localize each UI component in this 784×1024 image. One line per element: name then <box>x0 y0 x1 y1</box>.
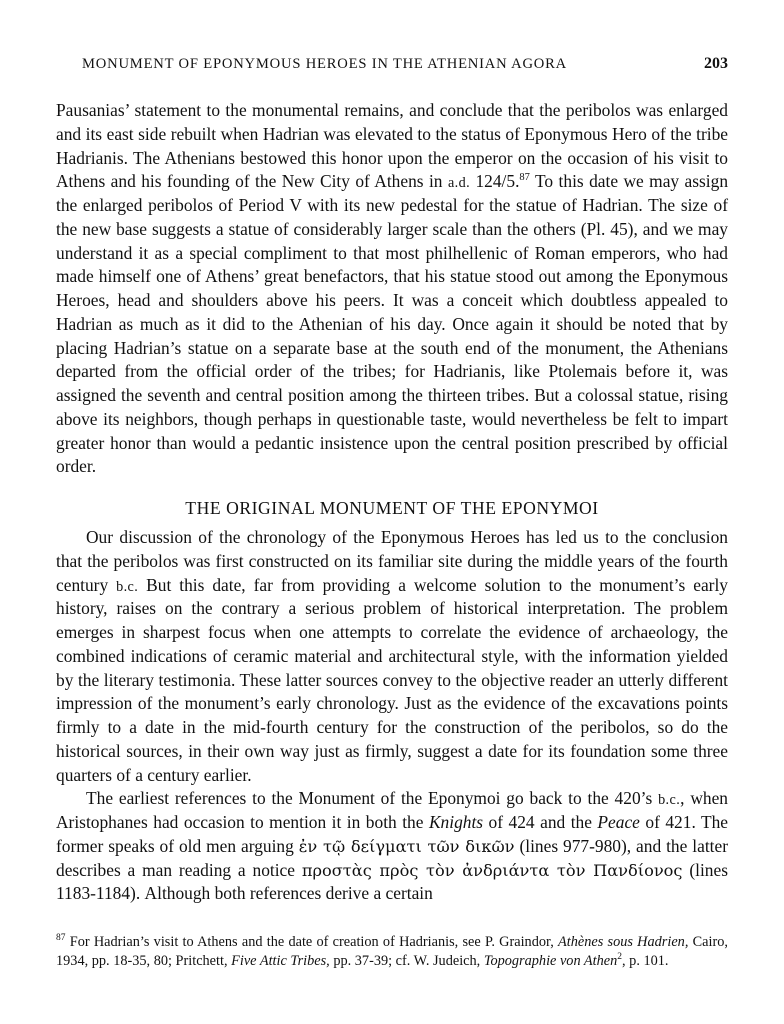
p2-smallcaps-bc: b.c. <box>116 578 139 595</box>
p3-greek-quote-1: ἐν τῷ δείγματι τῶν δικῶν <box>298 836 515 856</box>
p1-smallcaps-ad: a.d. <box>447 175 471 192</box>
footnote-reference-87: 87 <box>519 172 530 184</box>
p3-smallcaps-bc: b.c. <box>658 792 681 809</box>
p2-part-2: But this date, far from providing a welcome solution to the monument’s early history, raises on the contrary a serious problem of historical interpretation. The problem emerges in sharpest focus when one attempts to correlate the evidence of archaeology, the combined indications of ceramic material and architectural style, with the information yielded by the literary testimonia. These latter sources convey to the objective reader an utterly different impression of the monument’s early chronology. Just as the evidence of the excavations points firmly to a date in the mid-fourth century for the construction of the peribolos, so do the historical sources, in their own way just as firmly, suggest a date for its foundation some three quarters of a century earlier. <box>56 574 728 785</box>
p3-greek-quote-2: προστὰς πρὸς τὸν ἀνδριάντα τὸν Πανδίονος <box>301 860 683 880</box>
p3-part-4: of 421. The former speaks of old men arguing <box>56 812 728 856</box>
paragraph-3 <box>56 787 728 906</box>
p3-part-1: The earliest references to the Monument of the Eponymoi go back to the 420’s <box>86 788 659 809</box>
p3-italic-peace: Peace <box>597 812 640 832</box>
footnote-87 <box>56 933 728 971</box>
p3-part-3: of 424 and the <box>483 812 598 832</box>
footnote-part-4: , p. 101. <box>622 953 669 969</box>
paragraph-2 <box>56 526 728 787</box>
p3-part-5: (lines 977-980), and the latter describes a man reading a notice <box>56 835 728 880</box>
p1-part-3: To this date we may assign the enlarged peribolos of Period V with its new pedestal for the statue of Hadrian. The size of the new base suggests a statue of considerably larger scale than the others (Pl. 45), and we may understand it as a special compliment to that most philhellenic of Roman emperors, who had made himself one of Athens’ great benefactors, that his statue stood out among the Eponymous Heroes, head and shoulders above his peers. It was a conceit which doubtless appealed to Hadrian as much as it did to the Athenian of his day. Once again it should be noted that by placing Hadrian’s statue on a separate base at the south end of the monument, the Athenians departed from the official order of the tribes; for Hadrianis, like Ptolemais before it, was assigned the seventh and central position among the thirteen tribes. But a colossal statue, rising above its neighbors, though perhaps in questionable taste, would nevertheless be felt to impart greater honor than would a pedantic insistence upon the central position prescribed by official order. <box>56 171 729 477</box>
p1-part-2: 124/5. <box>470 171 520 192</box>
footnote-marker: 87 <box>56 933 66 944</box>
p1-part-1: Pausanias’ statement to the monumental remains, and conclude that the peribolos was enlarged and its east side rebuilt when Hadrian was elevated to the status of Eponymous Hero of the tribe Hadrianis. The Athenians bestowed this honor upon the emperor on the occasion of his visit to Athens and his founding of the New City of Athens in <box>56 100 728 192</box>
p2-part-1: Our discussion of the chronology of the Eponymous Heroes has led us to the conclusion that the peribolos was first constructed on its familiar site during the middle years of the fourth century <box>56 527 728 595</box>
page-number: 203 <box>704 55 728 72</box>
footnote-part-1: For Hadrian’s visit to Athens and the date of creation of Hadrianis, see P. Graindor, <box>65 934 559 950</box>
p3-part-2: , when Aristophanes had occasion to mention it in both the <box>56 788 728 832</box>
footnote-italic-3: Topographie von Athen <box>483 953 618 969</box>
footnote-part-3: pp. 37-39; cf. W. Judeich, <box>329 953 484 969</box>
running-head <box>56 55 728 73</box>
footnote-superscript-edition: 2 <box>617 952 623 963</box>
paragraph-1 <box>56 99 728 479</box>
footnote-italic-1: Athènes sous Hadrien, <box>558 934 689 950</box>
p3-part-6: (lines 1183-1184). Although both references derive a certain <box>56 859 728 904</box>
running-head-title: MONUMENT OF EPONYMOUS HEROES IN THE ATHENIAN AGORA <box>82 56 567 72</box>
footnote-italic-2: Five Attic Tribes, <box>231 953 330 969</box>
footnote-part-2: Cairo, 1934, pp. 18-35, 80; Pritchett, <box>56 934 728 969</box>
p3-italic-knights: Knights <box>428 812 484 832</box>
section-heading: THE ORIGINAL MONUMENT OF THE EPONYMOI <box>185 498 599 518</box>
body-text <box>56 99 728 906</box>
